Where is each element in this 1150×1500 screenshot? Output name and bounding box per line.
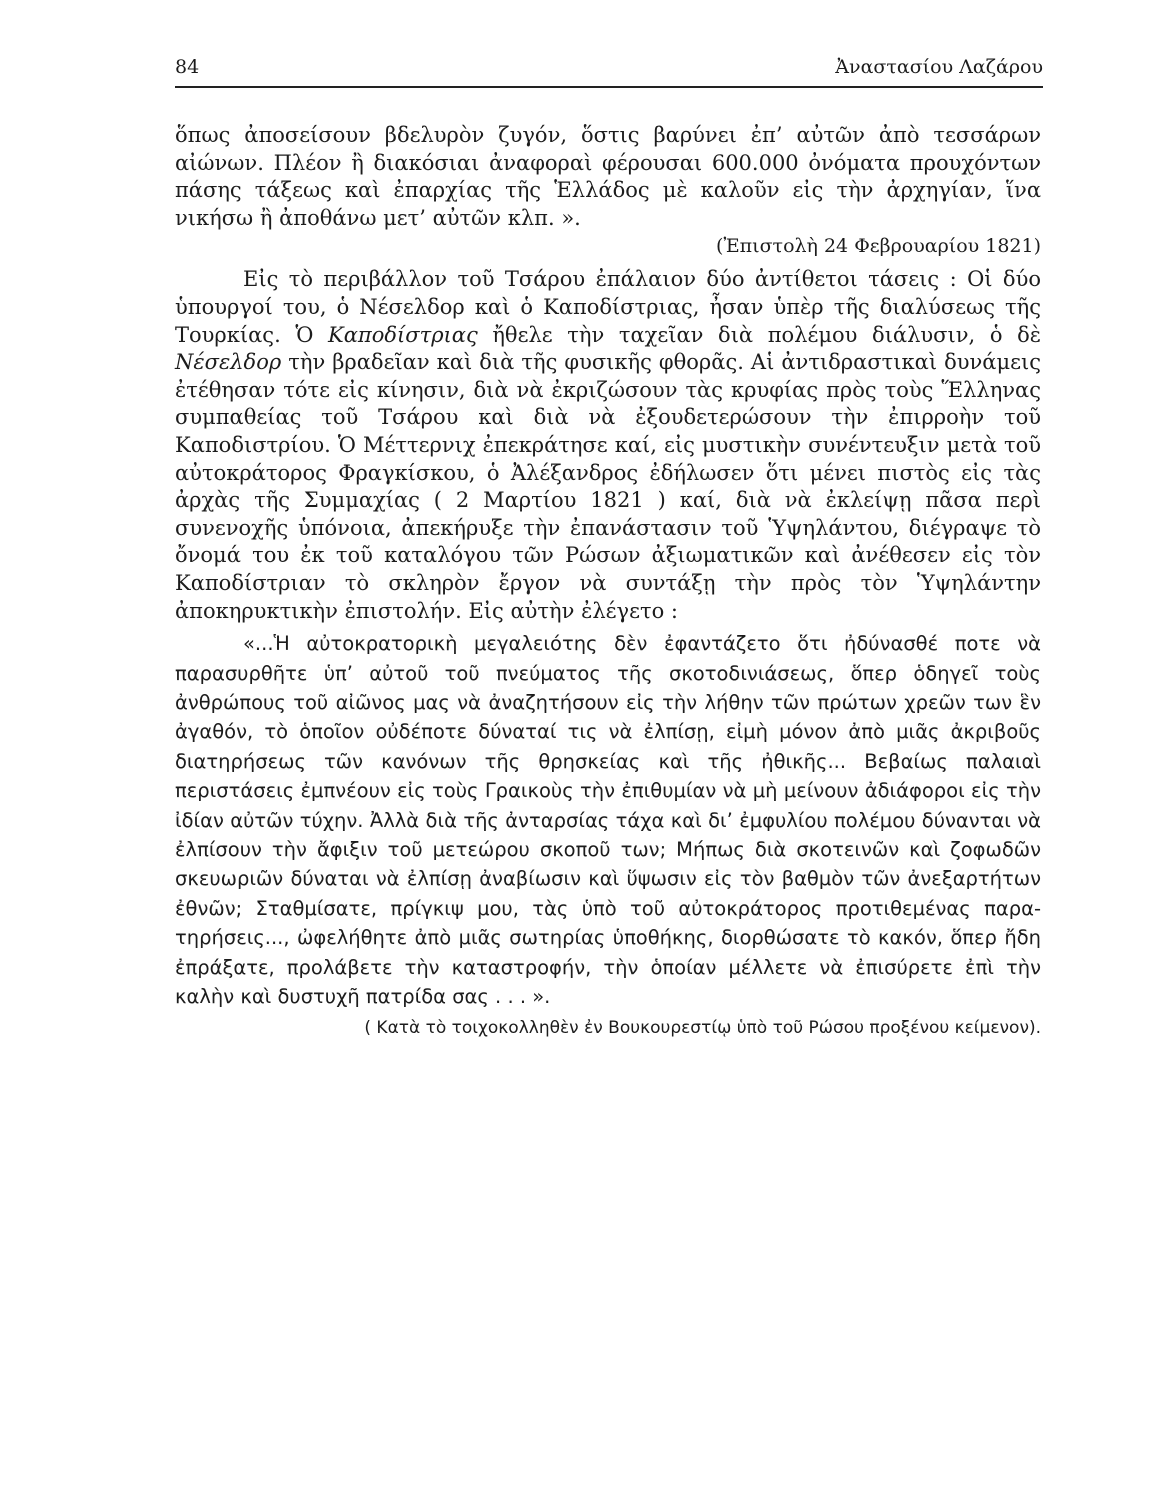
page-header [175,52,1043,88]
quotation-source: ( Κατὰ τὸ τοιχοκολληθὲν ἐν Βουκουρεστίῳ ὑπὸ τοῦ Ρώσου προξένου κείμενον). [364,1018,1041,1039]
paragraph-letter-end: ὅπως ἀποσείσουν βδελυρὸν ζυγόν, ὅστις βαρύνει ἐπ’ αὐτῶν ἀπὸ τεσσάρων αἰώνων. Πλέον ἢ διακόσιαι ἀναφοραὶ φέρουσαι 600.000 ὀνόματα προυχόντων πάσης τάξεως καὶ ἐπαρχίας τῆς Ἑλλάδος μὲ καλοῦν εἰς τὴν ἀρχηγίαν, ἵνα νικήσω ἢ ἀποθάνω μετ’ αὐτῶν κλπ. ». [175,123,1041,230]
name-nesselrode: Νέσελδορ [175,350,282,375]
page-body [175,122,1041,1058]
paragraph-text: τὴν βραδεῖαν καὶ διὰ τῆς φυσικῆς φθορᾶς. Αἱ ἀντιδραστικαὶ δυνάμεις ἐτέθησαν τότε εἰς κίνησιν, διὰ νὰ ἐκριζώσουν τὰς κρυφίας πρὸς τοὺς Ἕλληνας συμπαθείας τοῦ Τσάρου καὶ διὰ νὰ ἐξουδετερώσουν τὴν ἐπιρροὴν τοῦ Καποδιστρίου. Ὁ Μέττερνιχ ἐπεκράτησε καί, εἰς μυστικὴν συνέντευξιν μετὰ τοῦ αὐτοκράτορος Φραγκίσκου, ὁ Ἀλέξανδρος ἐδήλωσεν ὅτι μένει πιστὸς εἰς τὰς ἀρχὰς τῆς Συμμαχίας ( 2 Μαρτίου 1821 ) καί, διὰ νὰ ἐκλείψῃ πᾶσα περὶ συνενοχῆς ὑπόνοια, ἀπεκήρυξε τὴν ἐπανάστασιν τοῦ Ὑψηλάντου, διέγραψε τὸ ὄνομά του ἐκ τοῦ καταλόγου τῶν Ρώσων ἀξιωματικῶν καὶ ἀνέθεσεν εἰς τὸν Καποδίστριαν τὸ σκληρὸν ἔργον νὰ συντάξῃ τὴν πρὸς τὸν Ὑψηλάντην ἀποκηρυκτικὴν ἐπιστολήν. Εἰς αὐτὴν ἐλέγετο : [175,350,1041,623]
paragraph-text: Εἰς τὸ περιβάλλον τοῦ Τσάρου ἐπάλαιον δύο ἀντίθετοι τάσεις : Οἱ δύο ὑπουργοί του, ὁ Νέσελδορ καὶ ὁ Καποδίστριας, ἦσαν ὑπὲρ τῆς διαλύσεως τῆς Τουρκίας. Ὁ [175,267,1041,347]
name-kapodistrias: Καποδίστριας [328,322,478,347]
page-number: 84 [175,56,200,78]
running-title: Ἀναστασίου Λαζάρου [835,56,1043,78]
paragraph-text: ἤθελε τὴν ταχεῖαν διὰ πολέμου διάλυσιν, ὁ δὲ [477,322,1041,347]
paragraph-quotation: «...Ἡ αὐτοκρατορικὴ μεγαλειότης δὲν ἐφαντάζετο ὅτι ἠδύνασθέ ποτε νὰ παρασυρθῆτε ὑπ’ αὐτοῦ τοῦ πνεύματος τῆς σκοτοδινιάσεως, ὅπερ ὁδηγεῖ τοὺς ἀνθρώπους τοῦ αἰῶνος μας νὰ ἀναζητήσουν εἰς τὴν λήθην τῶν πρώτων χρεῶν των ἓν ἀγαθόν, τὸ ὁποῖον οὐδέποτε δύναταί τις νὰ ἐλπίσῃ, εἰμὴ μόνον ἀπὸ μιᾶς ἀκριβοῦς διατηρήσεως τῶν κανόνων τῆς θρησκείας καὶ τῆς ἠθικῆς... Βεβαίως παλαιαὶ περιστάσεις ἐμπνέουν εἰς τοὺς Γραικοὺς τὴν ἐπιθυμίαν νὰ μὴ μείνουν ἀδιάφοροι εἰς τὴν ἰδίαν αὐτῶν τύχην. Ἀλλὰ διὰ τῆς ἀνταρσίας τάχα καὶ δι’ ἐμφυλίου πολέμου δύνανται νὰ ἐλπίσουν τὴν ἄφιξιν τοῦ μετεώρου σκοποῦ των; Μήπως διὰ σκοτεινῶν καὶ ζοφωδῶν σκευωριῶν δύναται νὰ ἐλπίσῃ ἀναβίωσιν καὶ ὕψωσιν εἰς τὸν βαθμὸν τῶν ἀνεξαρτήτων ἐθνῶν; Σταθμίσατε, πρίγκιψ μου, τὰς ὑπὸ τοῦ αὐτοκράτορος προτιθεμένας παρατηρήσεις..., ὠφελήθητε ἀπὸ μιᾶς σωτηρίας ὑποθήκης, διορθώσατε τὸ κακόν, ὅπερ ἤδη ἐπράξατε, προλάβετε τὴν καταστροφήν, τὴν ὁποίαν μέλλετε νὰ ἐπισύρετε ἐπὶ τὴν καλὴν καὶ δυστυχῆ πατρίδα σας . . . ». [175,632,1041,1008]
letter-citation: (Ἐπιστολὴ 24 Φεβρουαρίου 1821) [716,235,1041,258]
paragraph-tsar-court [175,266,1041,625]
